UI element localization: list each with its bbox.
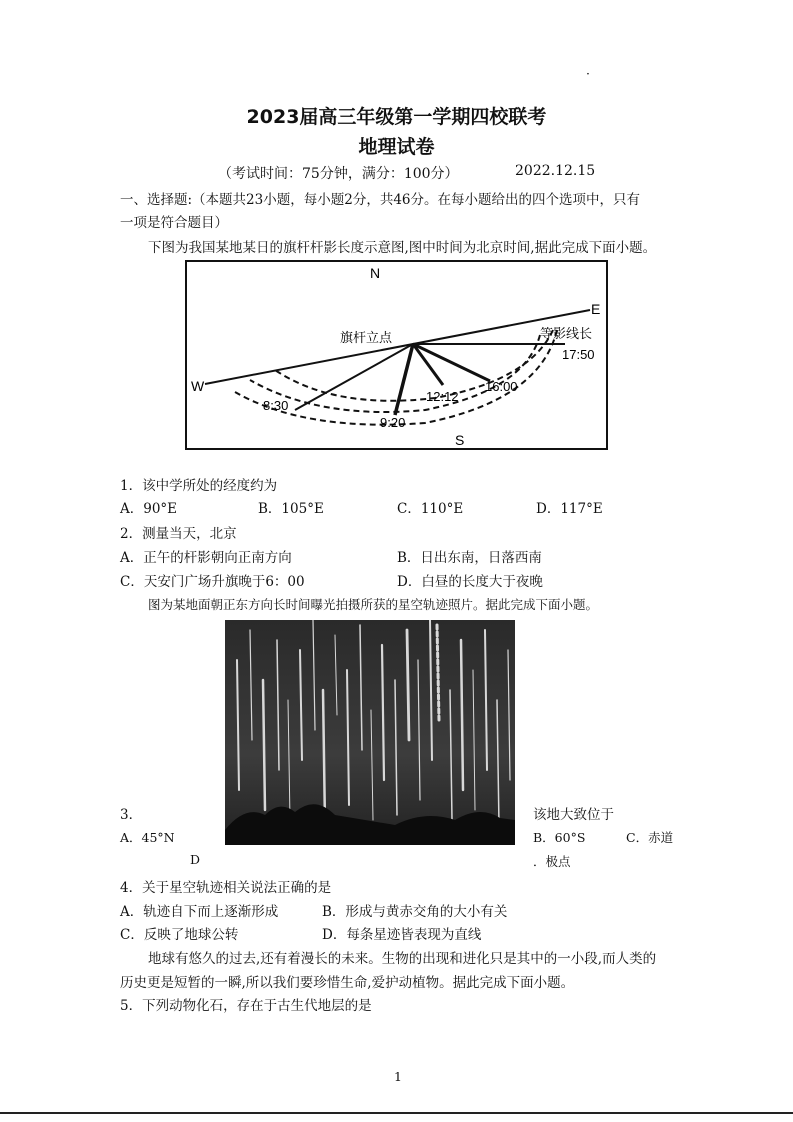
q5-stem: 5．下列动物化石，存在于古生代地层的是 <box>120 998 372 1014</box>
east-label: E <box>591 301 601 317</box>
q3-number: 3． <box>120 807 143 823</box>
q4-option-a: A．轨迹自下而上逐渐形成 <box>120 904 279 920</box>
q2-option-b: B．日出东南，日落西南 <box>397 550 542 566</box>
q1-option-c: C．110°E <box>397 501 464 517</box>
star-trail-photo <box>225 620 515 845</box>
passage-3-line1: 地球有悠久的过去,还有着漫长的未来。生物的出现和进化只是其中的一小段,而人类的 <box>148 951 657 967</box>
passage-3-line2: 历史更是短暂的一瞬,所以我们要珍惜生命,爱护动植物。据此完成下面小题。 <box>120 975 575 991</box>
q4-stem: 4．关于星空轨迹相关说法正确的是 <box>120 880 332 896</box>
contour-label: 等影线长 <box>540 327 593 342</box>
south-label: S <box>455 432 465 448</box>
q1-option-b: B．105°E <box>258 501 324 517</box>
q4-option-d: D．每条星迹皆表现为直线 <box>322 927 482 943</box>
q3-option-d: ．极点 <box>533 854 571 869</box>
pole-label: 旗杆立点 <box>340 331 393 346</box>
corner-mark: · <box>586 66 590 81</box>
star-trail-image <box>225 620 515 845</box>
north-label: N <box>370 265 381 281</box>
time-label-1600: 16:00 <box>485 379 518 394</box>
exam-date: 2022.12.15 <box>515 163 596 179</box>
q4-option-b: B．形成与黄赤交角的大小有关 <box>322 904 508 920</box>
q4-option-c: C．反映了地球公转 <box>120 927 239 943</box>
q3-option-b: B．60°S <box>533 830 586 845</box>
exam-info: （考试时间：75分钟，满分：100分） <box>218 166 459 182</box>
page-number: 1 <box>394 1069 402 1084</box>
time-label-0920: 9:20 <box>380 415 406 430</box>
q1-option-d: D．117°E <box>536 501 603 517</box>
exam-subject: 地理试卷 <box>358 136 435 158</box>
bottom-border <box>0 1112 793 1114</box>
west-label: W <box>191 378 205 394</box>
time-label-1750: 17:50 <box>562 347 595 362</box>
q2-option-a: A．正午的杆影朝向正南方向 <box>120 550 292 566</box>
passage-1: 下图为我国某地某日的旗杆杆影长度示意图,图中时间为北京时间,据此完成下面小题。 <box>148 240 657 256</box>
q1-stem: 1．该中学所处的经度约为 <box>120 478 278 494</box>
q2-stem: 2．测量当天，北京 <box>120 526 237 542</box>
passage-2: 图为某地面朝正东方向长时间曝光拍摄所获的星空轨迹照片。据此完成下面小题。 <box>148 597 599 612</box>
section-intro-line2: 一项是符合题目） <box>120 215 228 231</box>
q3-option-d-prefix: D <box>190 852 201 867</box>
time-label-1212: 12:12 <box>426 389 459 404</box>
q3-option-c: C．赤道 <box>626 830 674 845</box>
section-intro-line1: 一、选择题:（本题共23小题，每小题2分，共46分。在每小题给出的四个选项中，只有 <box>120 192 640 208</box>
exam-title: 2023届高三年级第一学期四校联考 <box>246 106 547 128</box>
q2-option-d: D．白昼的长度大于夜晚 <box>397 574 543 590</box>
q2-option-c: C．天安门广场升旗晚于6：00 <box>120 574 305 590</box>
q1-option-a: A．90°E <box>120 501 178 517</box>
q3-stem: 该地大致位于 <box>533 807 614 823</box>
time-label-0830: 8:30 <box>263 398 289 413</box>
q3-option-a: A．45°N <box>120 830 175 845</box>
shadow-diagram <box>185 260 608 450</box>
